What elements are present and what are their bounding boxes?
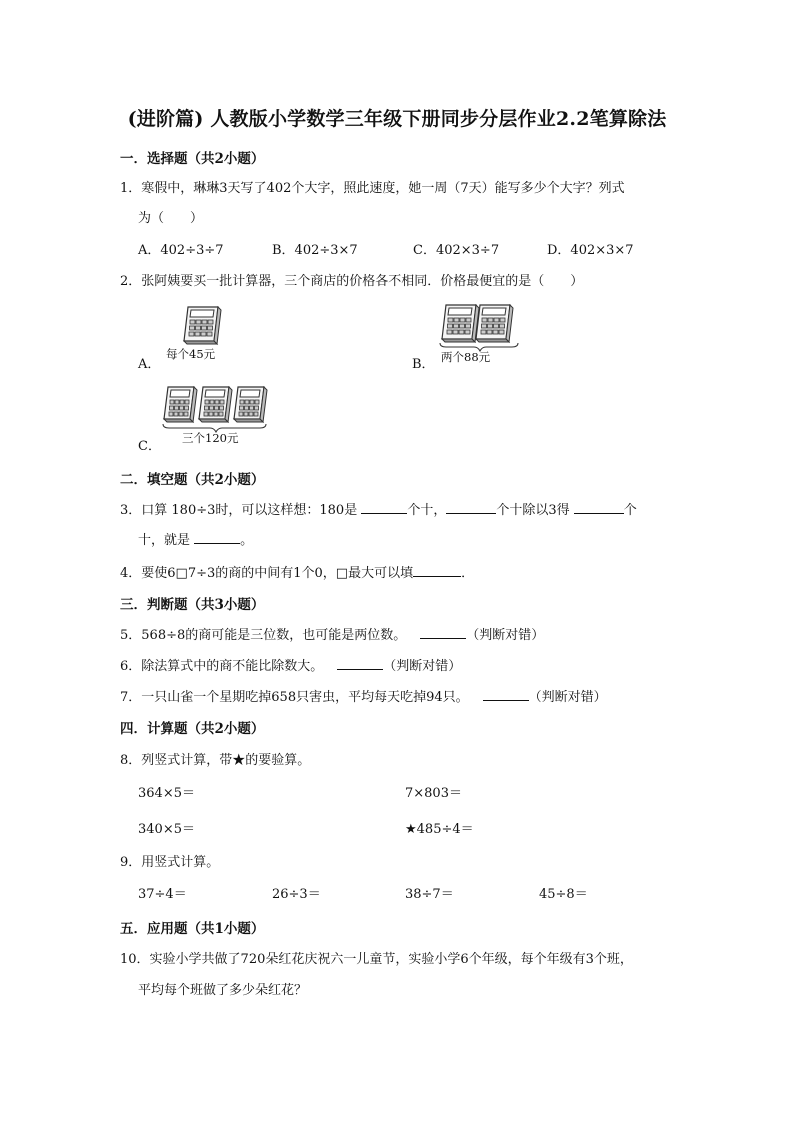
- q3-blank-2[interactable]: [446, 499, 496, 514]
- q3-blank-3[interactable]: [574, 499, 624, 514]
- q7-text: 7．一只山雀一个星期吃掉658只害虫，平均每天吃掉94只。: [120, 690, 469, 705]
- section-choice: 一．选择题（共2小题）: [120, 151, 265, 167]
- q2-option-b-caption: 两个88元: [441, 350, 491, 364]
- q2-option-c-caption: 三个120元: [182, 431, 239, 445]
- q1-text-line1: 1．寒假中，琳琳3天写了402个大字，照此速度，她一周（7天）能写多少个大字？列式: [120, 181, 625, 196]
- q4-blank[interactable]: [413, 562, 461, 577]
- section-computation: 四．计算题（共2小题）: [120, 721, 265, 737]
- q3-text-e: 十，就是: [138, 533, 195, 548]
- section-true-false: 三．判断题（共3小题）: [120, 597, 265, 613]
- q2-option-c-label: C．: [138, 439, 161, 454]
- q1-option-b: B．402÷3×7: [272, 243, 358, 258]
- q6-line: [120, 655, 461, 674]
- q1-option-c: C．402×3÷7: [413, 243, 500, 258]
- q6-suffix: （判断对错）: [383, 659, 462, 674]
- q2-option-b-figure: [436, 303, 526, 365]
- page-title: (进阶篇) 人教版小学数学三年级下册同步分层作业2.2笔算除法: [127, 108, 667, 130]
- q1-option-d: D．402×3×7: [547, 243, 634, 258]
- q2-option-a-figure: [160, 305, 240, 365]
- section-application: 五．应用题（共1小题）: [120, 921, 265, 937]
- q5-suffix: （判断对错）: [466, 628, 545, 643]
- q3-text-b: 个十，: [407, 503, 447, 518]
- q1-text-line2: 为（ ）: [138, 211, 204, 226]
- q5-text: 5．568÷8的商可能是三位数，也可能是两位数。: [120, 628, 407, 643]
- q9-item-1: 37÷4＝: [138, 887, 187, 902]
- q8-item-3: 340×5＝: [138, 822, 195, 837]
- q9-text: 9．用竖式计算。: [120, 855, 220, 870]
- section-fill-blank: 二．填空题（共2小题）: [120, 472, 265, 488]
- q10-text-line2: 平均每个班做了多少朵红花？: [138, 983, 308, 998]
- q3-text-c: 个十除以3得: [496, 503, 574, 518]
- q2-option-b-label: B．: [412, 357, 435, 372]
- q5-line: [120, 624, 544, 643]
- q10-text-line1: 10．实验小学共做了720朵红花庆祝六一儿童节，实验小学6个年级，每个年级有3个班，: [120, 952, 633, 967]
- q9-item-2: 26÷3＝: [272, 887, 321, 902]
- q7-blank[interactable]: [483, 686, 529, 701]
- q3-text-a: 3．口算 180÷3时，可以这样想：180是: [120, 503, 362, 518]
- q2-text: 2．张阿姨要买一批计算器，三个商店的价格各不相同．价格最便宜的是（ ）: [120, 274, 584, 289]
- q7-suffix: （判断对错）: [528, 690, 607, 705]
- q2-option-a-caption: 每个45元: [166, 347, 216, 361]
- q3-blank-1[interactable]: [361, 499, 407, 514]
- q3-blank-4[interactable]: [194, 529, 240, 544]
- q3-line1: [120, 499, 637, 518]
- q9-item-3: 38÷7＝: [405, 887, 454, 902]
- q3-line2: [138, 529, 253, 548]
- q8-item-4: ★485÷4＝: [405, 822, 474, 837]
- q9-item-4: 45÷8＝: [539, 887, 588, 902]
- q5-blank[interactable]: [420, 624, 466, 639]
- q4-text-b: ．: [461, 566, 475, 581]
- q7-line: [120, 686, 607, 705]
- q2-option-c-figure: [160, 385, 280, 447]
- q8-item-1: 364×5＝: [138, 786, 195, 801]
- q3-text-d: 个: [623, 503, 637, 518]
- q1-option-a: A．402÷3÷7: [138, 243, 224, 258]
- q6-blank[interactable]: [337, 655, 383, 670]
- q6-text: 6．除法算式中的商不能比除数大。: [120, 659, 324, 674]
- q4-line: [120, 562, 474, 581]
- q2-option-a-label: A．: [138, 357, 161, 372]
- q8-item-2: 7×803＝: [405, 786, 462, 801]
- q4-text-a: 4．要使6□7÷3的商的中间有1个0，□最大可以填: [120, 566, 414, 581]
- q8-text: 8．列竖式计算，带★的要验算。: [120, 753, 311, 768]
- q3-text-f: 。: [240, 533, 254, 548]
